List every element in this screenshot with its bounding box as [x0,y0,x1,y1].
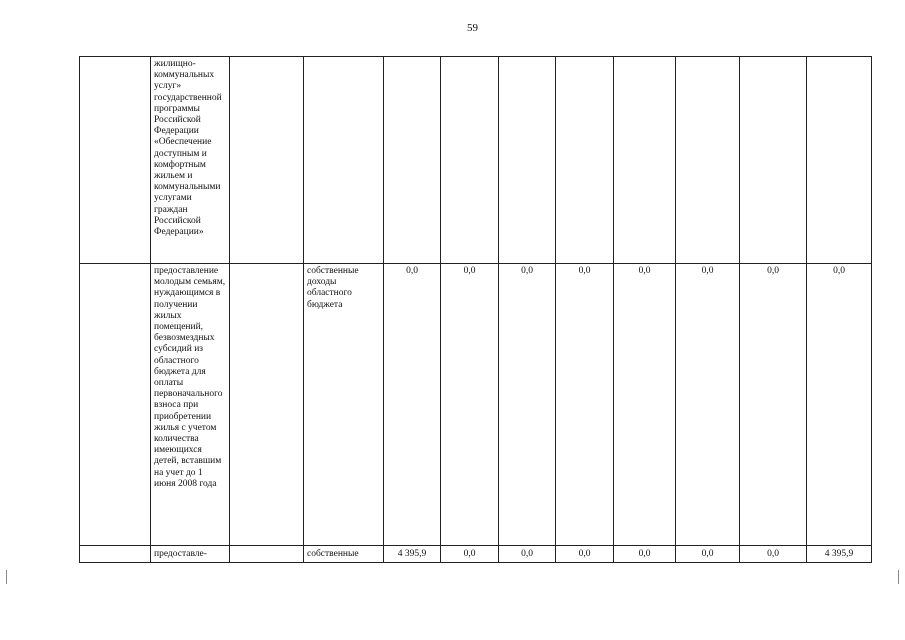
empty-cell [230,546,304,563]
budget-table [79,56,872,563]
table-row [80,546,872,563]
value-cell [676,57,740,264]
empty-cell [230,264,304,546]
value-cell [740,57,807,264]
value-cell [384,57,441,264]
value-cell: 4 395,9 [384,546,441,563]
table-row [80,57,872,264]
value-cell: 0,0 [441,546,499,563]
empty-cell [80,546,151,563]
value-cell [614,57,676,264]
measure-description-cell: жилищно-коммунальных услуг» государственной программы Российской Федерации «Обеспечение доступным и комфортным жильем и коммунальными услугами граждан Российской Федерации» [151,57,230,264]
value-cell: 0,0 [614,264,676,546]
value-cell: 4 395,9 [807,546,872,563]
value-cell: 0,0 [676,546,740,563]
value-cell: 0,0 [614,546,676,563]
empty-cell [80,264,151,546]
funding-source-cell [304,57,384,264]
empty-cell [80,57,151,264]
measure-description-cell: предоставле- [151,546,230,563]
scan-edge-mark [898,570,899,584]
value-cell: 0,0 [556,546,614,563]
table-row [80,264,872,546]
value-cell: 0,0 [556,264,614,546]
funding-source-cell: собственные [304,546,384,563]
value-cell [556,57,614,264]
empty-cell [230,57,304,264]
value-cell: 0,0 [499,264,556,546]
funding-source-cell: собственные доходы областного бюджета [304,264,384,546]
value-cell [807,57,872,264]
value-cell [499,57,556,264]
value-cell: 0,0 [499,546,556,563]
value-cell: 0,0 [807,264,872,546]
value-cell: 0,0 [384,264,441,546]
value-cell: 0,0 [441,264,499,546]
scan-edge-mark [6,570,7,584]
measure-description-cell: предоставление молодым семьям, нуждающимся в получении жилых помещений, безвозмездных субсидий из областного бюджета для оплаты первоначального взноса при приобретении жилья с учетом количества имеющихся детей, вставшим на учет до 1 июня 2008 года [151,264,230,546]
value-cell: 0,0 [740,264,807,546]
value-cell: 0,0 [740,546,807,563]
page-number: 59 [467,22,478,34]
value-cell: 0,0 [676,264,740,546]
value-cell [441,57,499,264]
